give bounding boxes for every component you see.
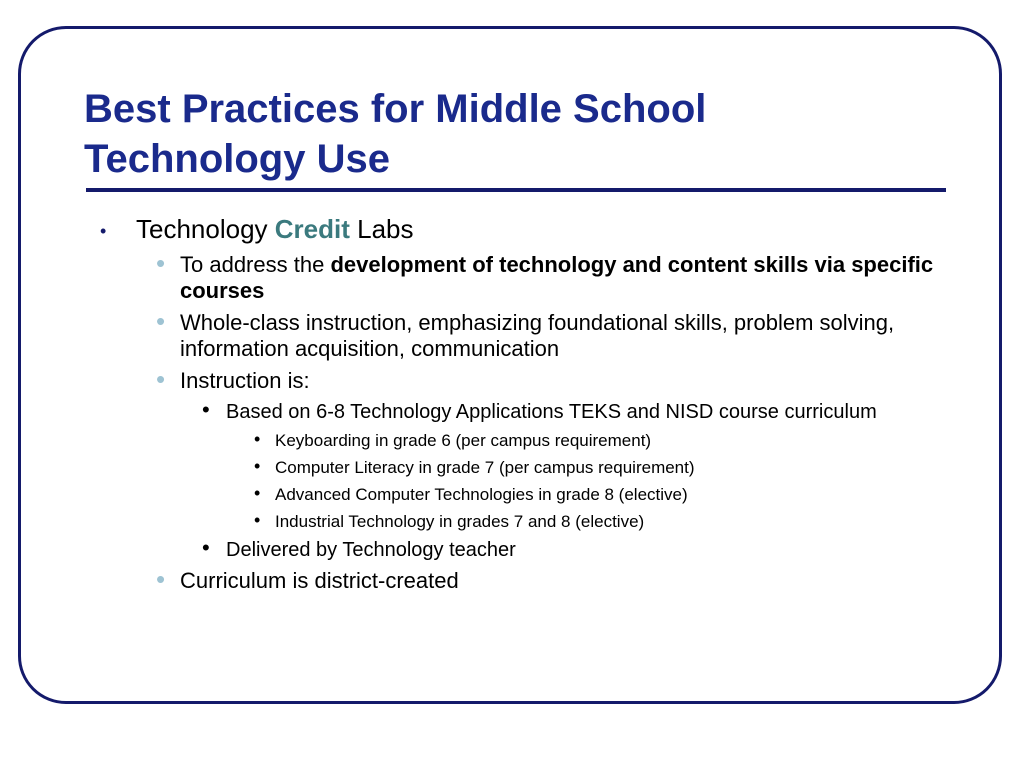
title-divider: [86, 188, 946, 192]
quaternary-dot-icon: •: [254, 456, 261, 476]
slide-content: [100, 212, 950, 594]
subbullet-address-development: [100, 248, 950, 304]
subbullet-dot-icon: •: [156, 364, 166, 394]
quaternary-text: Keyboarding in grade 6 (per campus requirement): [275, 431, 652, 450]
quaternary-advanced-computer: [100, 484, 950, 505]
tertiary-delivered-by: [100, 535, 950, 562]
title-line-2: Technology Use: [84, 137, 390, 181]
bullet-accent-text: Credit: [274, 214, 350, 244]
subbullet-text: Curriculum is district-created: [180, 568, 459, 593]
tertiary-text: Delivered by Technology teacher: [226, 539, 516, 561]
quaternary-text: Computer Literacy in grade 7 (per campus requirement): [275, 458, 695, 477]
quaternary-dot-icon: •: [254, 429, 261, 449]
title-line-1: Best Practices for Middle School: [84, 87, 707, 131]
bullet-text: Technology: [136, 214, 275, 244]
subbullet-bold-text: development of technology and content skills via specific courses: [180, 252, 934, 303]
subbullet-text: Instruction is:: [180, 368, 310, 393]
subbullet-dot-icon: •: [156, 306, 166, 336]
bullet-dot-icon: •: [100, 221, 107, 241]
subbullet-dot-icon: •: [156, 564, 166, 594]
subbullet-whole-class: [100, 306, 950, 362]
quaternary-dot-icon: •: [254, 483, 261, 503]
slide-title: [84, 84, 944, 184]
quaternary-keyboarding: [100, 430, 950, 451]
subbullet-text: To address the: [180, 252, 331, 277]
subbullet-dot-icon: •: [156, 248, 166, 278]
bullet-text: Labs: [349, 214, 414, 244]
tertiary-dot-icon: •: [202, 397, 210, 422]
quaternary-text: Industrial Technology in grades 7 and 8 (elective): [275, 512, 645, 531]
subbullet-instruction-is: [100, 364, 950, 394]
quaternary-industrial-technology: [100, 511, 950, 532]
tertiary-text: Based on 6-8 Technology Applications TEKS and NISD course curriculum: [226, 401, 877, 423]
quaternary-computer-literacy: [100, 457, 950, 478]
bullet-technology-credit-labs: [100, 212, 950, 246]
subbullet-text: Whole-class instruction, emphasizing foundational skills, problem solving, information acquisition, communication: [180, 310, 895, 361]
quaternary-dot-icon: •: [254, 510, 261, 530]
tertiary-based-on-teks: [100, 397, 950, 424]
quaternary-text: Advanced Computer Technologies in grade 8 (elective): [275, 485, 688, 504]
subbullet-curriculum: [100, 564, 950, 594]
tertiary-dot-icon: •: [202, 535, 210, 560]
